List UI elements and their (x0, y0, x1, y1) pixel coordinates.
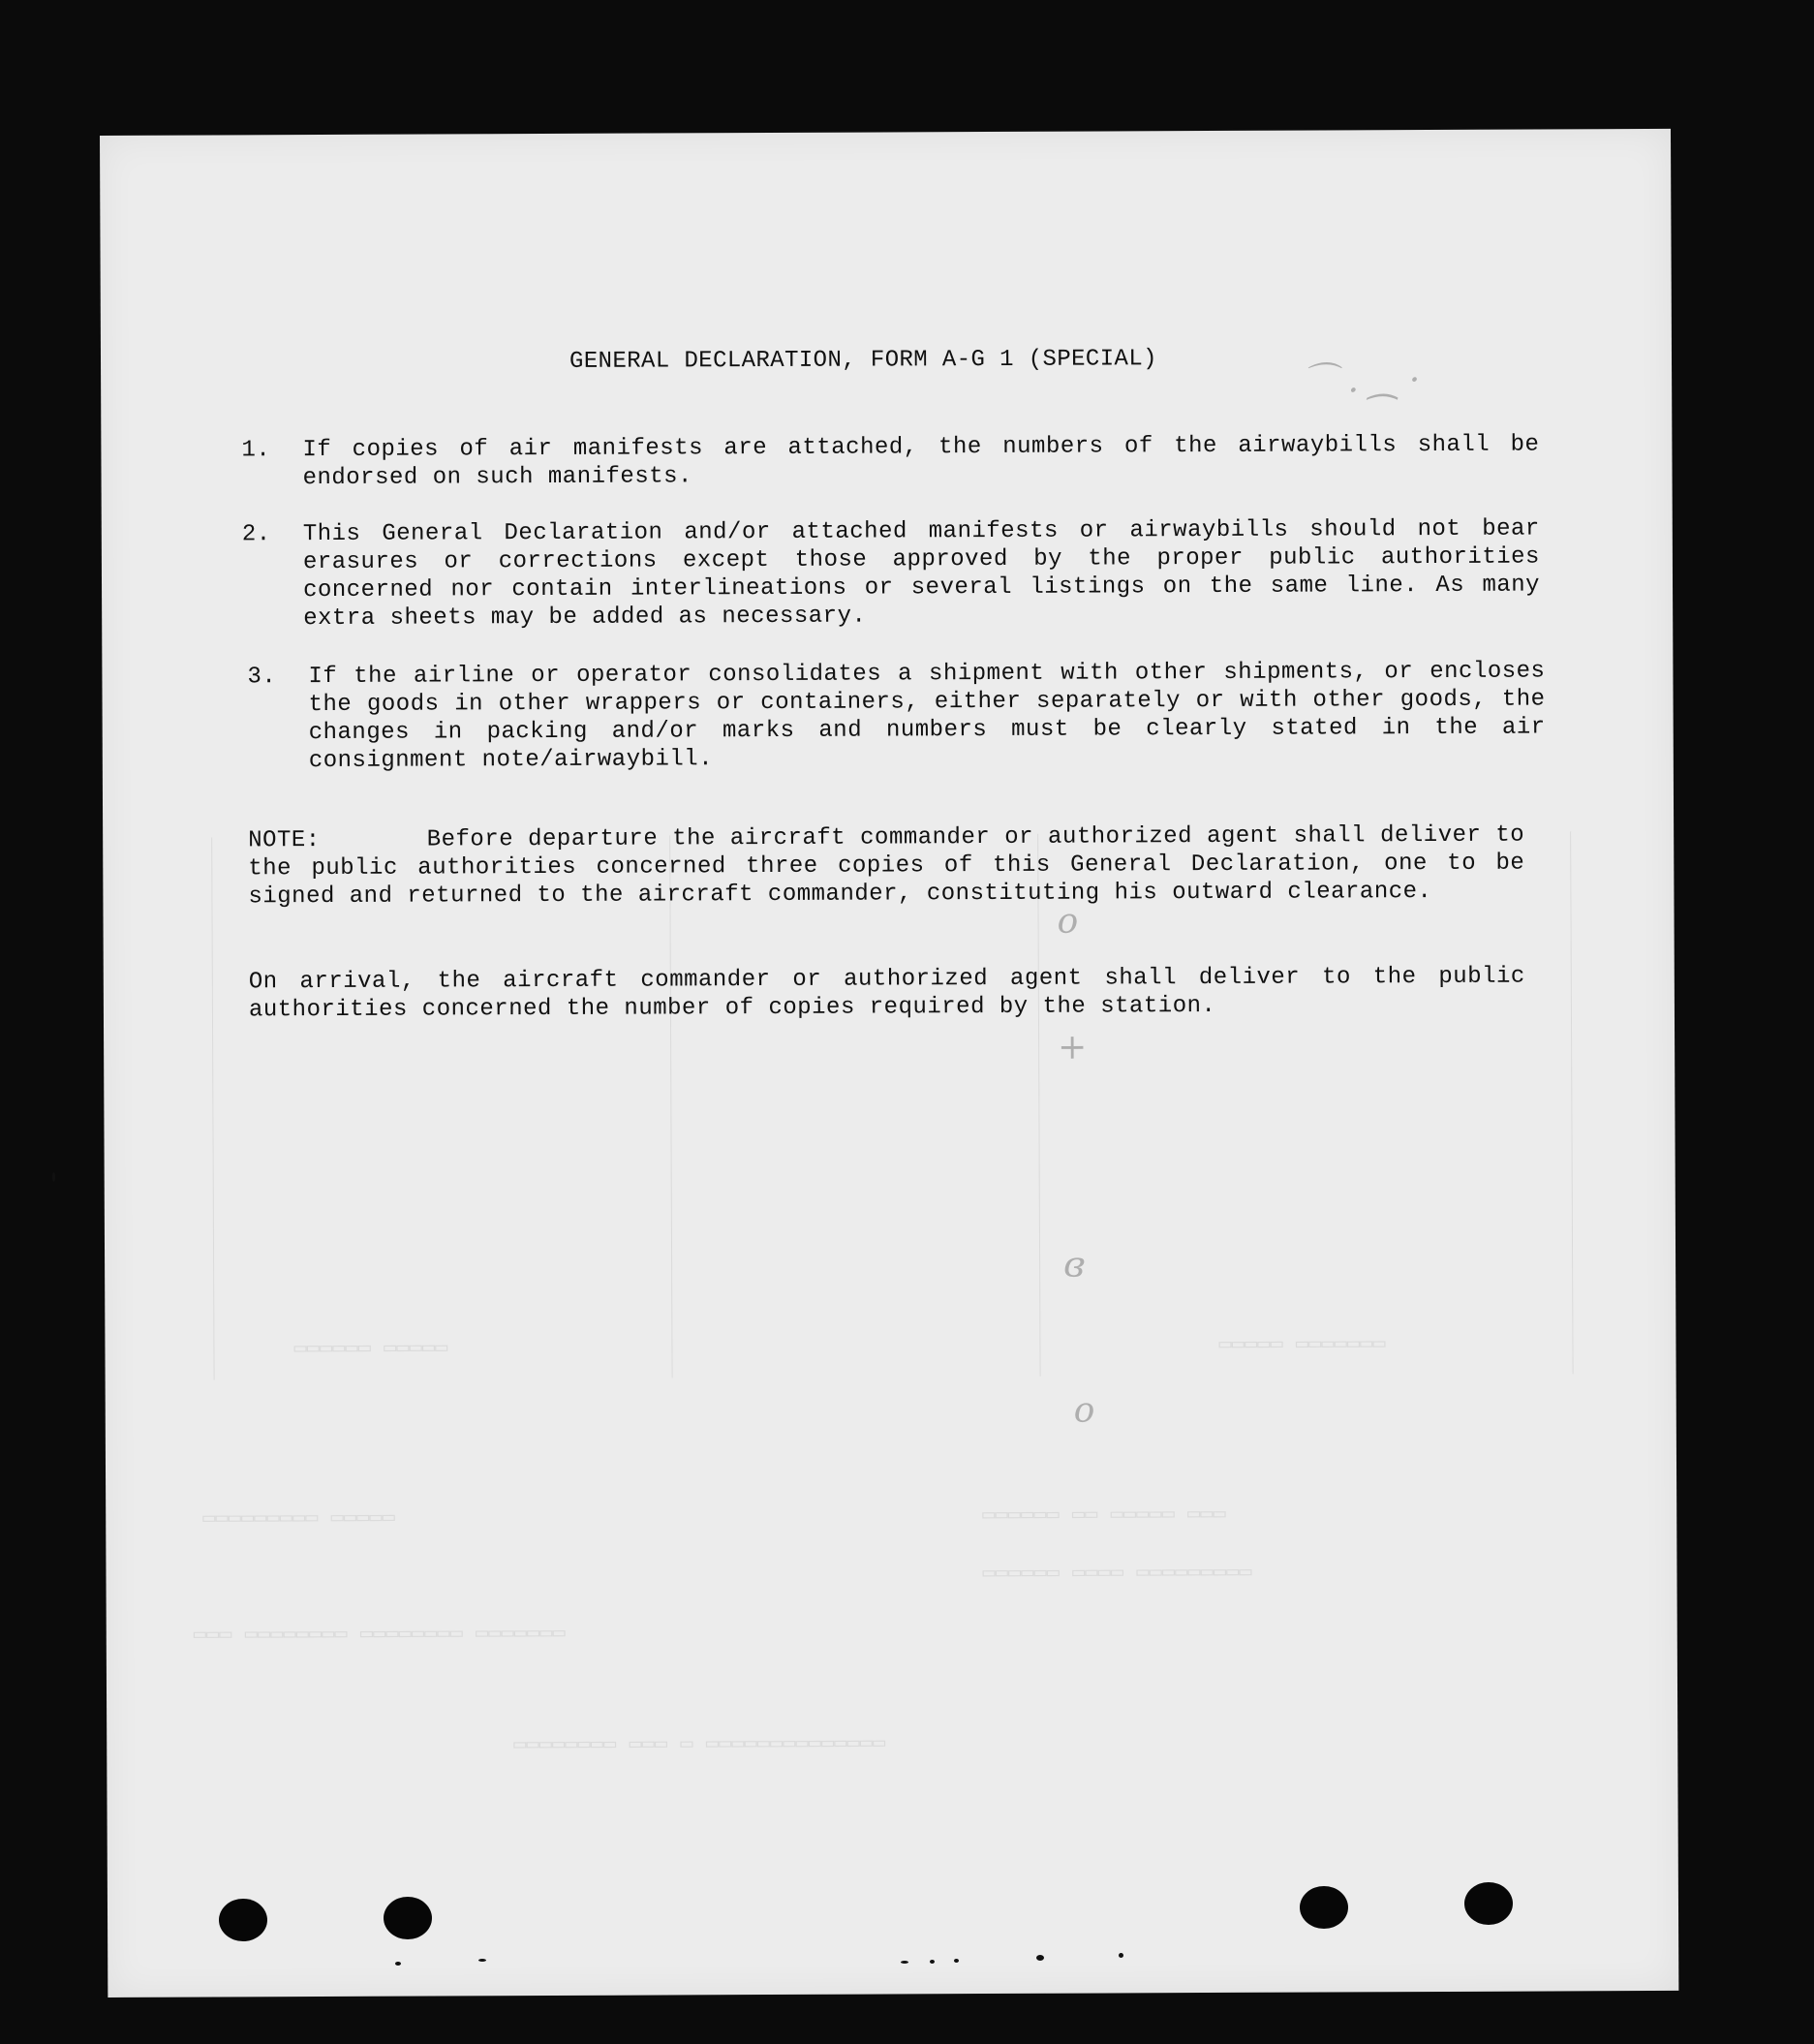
bleed-through-text: ▭▭▭▭▭▭▭ ▭▭▭▭▭ (1218, 1332, 1386, 1357)
handwritten-mark: o (1073, 1390, 1095, 1431)
bleed-through-line (1037, 834, 1040, 1377)
note-text: Before departure the aircraft commander or authorized agent shall deliver to the public authorities concerned three copies of this General Declaration, one to be signed and returned to the aircraft commander, constituting his outward clearance. (248, 821, 1525, 911)
handwritten-mark: ɞ (1063, 1245, 1086, 1285)
bleed-through-text: ▭▭▭▭▭ ▭▭▭▭▭▭▭▭▭ (202, 1505, 395, 1532)
handwritten-mark: o (1057, 901, 1079, 942)
document-page (100, 129, 1678, 1998)
list-item-number: 2. (241, 521, 271, 548)
speck (954, 1959, 959, 1963)
punch-hole (384, 1897, 432, 1939)
handwritten-mark: + (1058, 1027, 1088, 1068)
list-item (247, 657, 1546, 779)
bleed-through-line (1570, 831, 1573, 1374)
speck (1036, 1955, 1044, 1961)
speck (395, 1962, 401, 1966)
bleed-through-line (669, 835, 672, 1378)
list-item-number: 1. (241, 437, 271, 464)
arrival-paragraph: On arrival, the aircraft commander or authorized agent shall deliver to the public authorities concerned the number of copies required by the station. (248, 963, 1525, 1024)
speck (1119, 1953, 1123, 1958)
list-item (241, 431, 1539, 495)
punch-hole (219, 1899, 267, 1941)
bleed-through-text: ▭▭▭▭▭ ▭▭▭▭▭▭ (293, 1336, 448, 1362)
speck (478, 1959, 486, 1962)
note-label: NOTE: (248, 827, 321, 854)
handwritten-mark: ⌒ . ⁔ · (1302, 360, 1421, 401)
document-title: GENERAL DECLARATION, FORM A-G 1 (SPECIAL) (569, 346, 1157, 375)
list-item-text: If copies of air manifests are attached, the numbers of the airwaybills shall be endorsed on such manifests. (302, 431, 1540, 492)
speck (930, 1960, 935, 1964)
speck (52, 1172, 55, 1182)
punch-hole (1300, 1886, 1348, 1929)
list-item-text: If the airline or operator consolidates a shipment with other shipments, or encloses the goods in other wrappers or containers, either separately or with other goods, the changes in packing and/or marks and numbers must be clearly stated in the air consignment note/airwaybill. (308, 658, 1546, 775)
bleed-through-text: ▭▭▭▭▭▭▭▭▭ ▭▭▭▭ ▭▭▭▭▭▭ (982, 1560, 1252, 1587)
list-item-number: 3. (247, 664, 277, 691)
note-paragraph (248, 821, 1524, 912)
bleed-through-text: ▭▭▭▭▭▭▭ ▭▭▭▭▭▭▭▭ ▭▭▭▭▭▭▭▭ ▭▭▭ (193, 1621, 566, 1648)
list-item-text: This General Declaration and/or attached manifests or airwaybills should not bear erasures or corrections except those approved by the proper public authorities concerned nor contain interlineations or several listings on the same line. As many extra sheets may be added as necessary. (302, 515, 1541, 633)
list-item (242, 515, 1541, 637)
bleed-through-line (211, 838, 214, 1380)
bleed-through-text: ▭▭▭ ▭▭▭▭▭ ▭▭ ▭▭▭▭▭▭ (982, 1502, 1226, 1529)
bleed-through-text: ▭▭▭▭▭▭▭▭▭▭▭▭▭▭ ▭ ▭▭▭ ▭▭▭▭▭▭▭▭ (513, 1731, 886, 1758)
punch-hole (1464, 1882, 1513, 1925)
speck (901, 1961, 908, 1964)
